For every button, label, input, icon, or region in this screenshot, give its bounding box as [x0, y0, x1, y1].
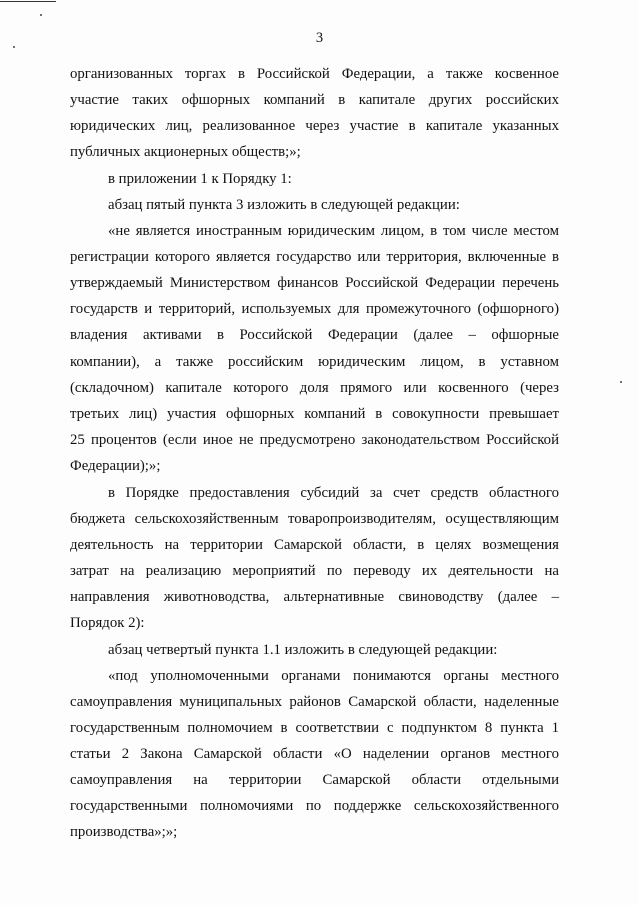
text-line: компании), а также российским юридическим лицом, в уставном	[70, 354, 559, 370]
text-line: деятельность на территории Самарской области, в целях возмещения	[70, 537, 559, 553]
text-line: абзац четвертый пункта 1.1 изложить в следующей редакции:	[108, 642, 498, 658]
text-line: затрат на реализацию мероприятий по переводу их деятельности на	[70, 563, 559, 579]
page-number: 3	[315, 30, 324, 46]
text-line: третьих лиц) участия офшорных компаний в совокупности превышает	[70, 406, 559, 422]
text-line: «не является иностранным юридическим лицом, в том числе местом	[108, 223, 559, 239]
text-line: владения активами в Российской Федерации (далее – офшорные	[70, 327, 559, 343]
text-line: в приложении 1 к Порядку 1:	[108, 171, 292, 187]
text-line: самоуправления на территории Самарской области отдельными	[70, 772, 559, 788]
text-line: бюджета сельскохозяйственным товаропроизводителям, осуществляющим	[70, 511, 559, 527]
text-line: абзац пятый пункта 3 изложить в следующей редакции:	[108, 197, 460, 213]
text-line: Порядок 2):	[70, 615, 145, 631]
text-line: производства»;»;	[70, 824, 178, 840]
text-line: Федерации);»;	[70, 458, 161, 474]
text-line: государственными полномочиями по поддержке сельскохозяйственного	[70, 798, 559, 814]
scan-artifact-line	[0, 1, 56, 2]
text-line: направления животноводства, альтернативные свиноводству (далее –	[70, 589, 559, 605]
scan-speck	[40, 14, 42, 16]
text-line: 25 процентов (если иное не предусмотрено законодательством Российской	[70, 432, 559, 448]
text-line: (складочном) капитале которого доля прямого или косвенного (через	[70, 380, 559, 396]
text-line: государств и территорий, используемых для промежуточного (офшорного)	[70, 301, 559, 317]
text-line: «под уполномоченными органами понимаются органы местного	[108, 668, 559, 684]
scan-speck	[620, 381, 622, 383]
text-line: организованных торгах в Российской Федерации, а также косвенное	[70, 66, 559, 82]
text-line: государственным полномочием в соответствии с подпунктом 8 пункта 1	[70, 720, 559, 736]
text-line: самоуправления муниципальных районов Самарской области, наделенные	[70, 694, 559, 710]
text-line: регистрации которого является государство или территория, включенные в	[70, 249, 559, 265]
text-line: публичных акционерных обществ;»;	[70, 144, 301, 160]
text-line: статьи 2 Закона Самарской области «О наделении органов местного	[70, 746, 559, 762]
text-line: юридических лиц, реализованное через участие в капитале указанных	[70, 118, 559, 134]
text-line: утверждаемый Министерством финансов Российской Федерации перечень	[70, 275, 559, 291]
text-line: в Порядке предоставления субсидий за счет средств областного	[108, 485, 559, 501]
text-line: участие таких офшорных компаний в капитале других российских	[70, 92, 559, 108]
